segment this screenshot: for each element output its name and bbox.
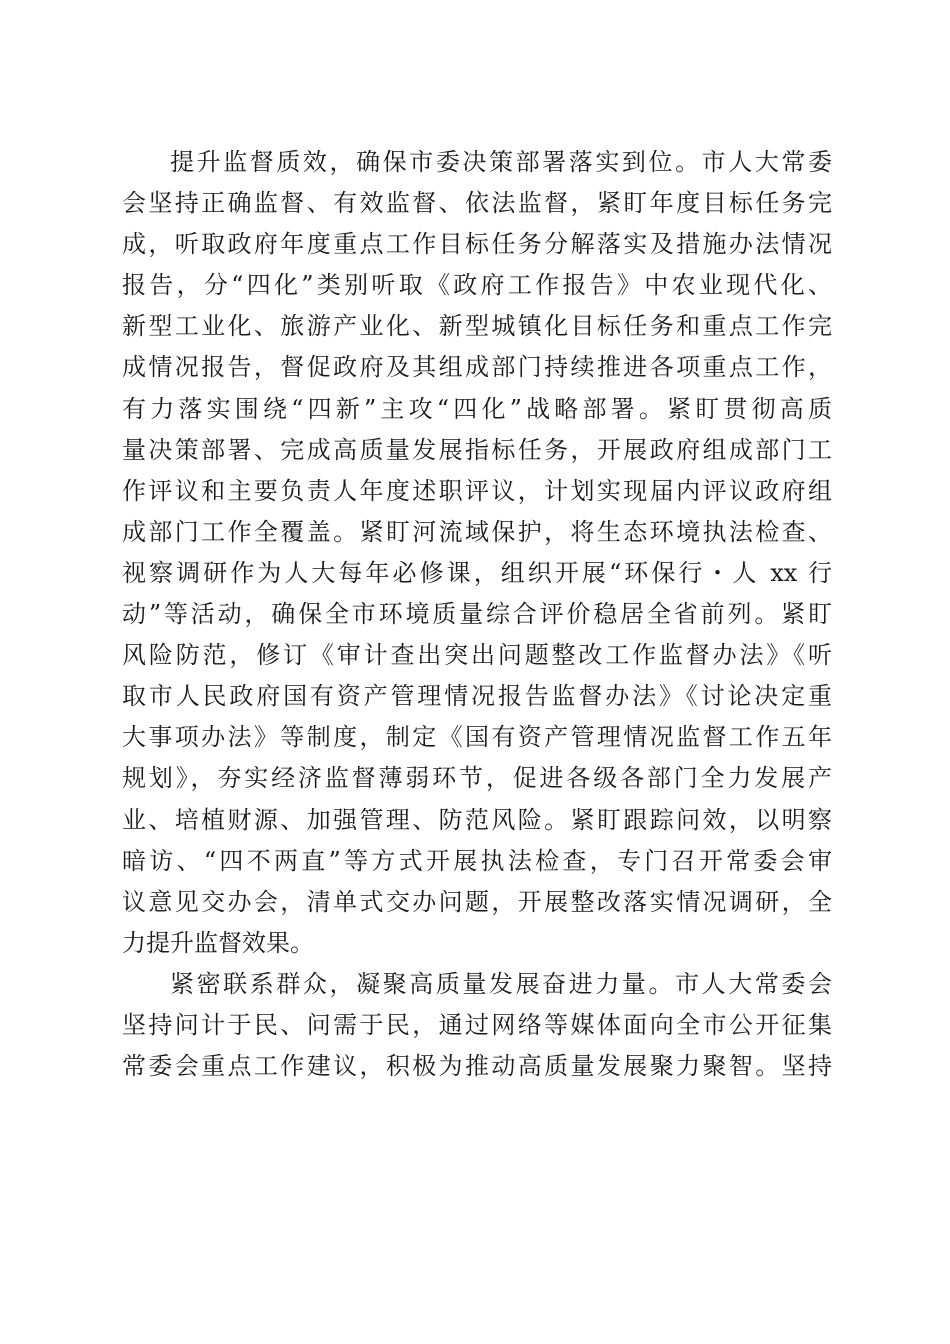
paragraph-public-engagement bbox=[122, 964, 832, 1087]
text-line: 会坚持正确监督、有效监督、依法监督，紧盯年度目标任务完 bbox=[122, 189, 832, 218]
text-line: 新型工业化、旅游产业化、新型城镇化目标任务和重点工作完 bbox=[122, 312, 832, 341]
text-line: 常委会重点工作建议，积极为推动高质量发展聚力聚智。坚持 bbox=[122, 1052, 832, 1081]
paragraph-supervision bbox=[122, 142, 832, 964]
text-line: 规划》，夯实经济监督薄弱环节，促进各级各部门全力发展产 bbox=[122, 764, 832, 793]
text-line: 量决策部署、完成高质量发展指标任务，开展政府组成部门工 bbox=[122, 435, 832, 464]
text-line: 有力落实围绕“四新”主攻“四化”战略部署。紧盯贯彻高质 bbox=[122, 394, 832, 423]
text-line: 成部门工作全覆盖。紧盯河流域保护，将生态环境执法检查、 bbox=[122, 517, 832, 546]
text-line: 风险防范，修订《审计查出突出问题整改工作监督办法》《听 bbox=[122, 641, 832, 670]
text-line: 动”等活动，确保全市环境质量综合评价稳居全省前列。紧盯 bbox=[122, 600, 832, 629]
text-line: 坚持问计于民、问需于民，通过网络等媒体面向全市公开征集 bbox=[122, 1010, 832, 1039]
text-line: 力提升监督效果。 bbox=[122, 928, 314, 957]
text-line: 作评议和主要负责人年度述职评议，计划实现届内评议政府组 bbox=[122, 476, 832, 505]
text-line: 暗访、“四不两直”等方式开展执法检查，专门召开常委会审 bbox=[122, 846, 832, 875]
text-line: 议意见交办会，清单式交办问题，开展整改落实情况调研，全 bbox=[122, 887, 832, 916]
text-line: 取市人民政府国有资产管理情况报告监督办法》《讨论决定重 bbox=[122, 682, 832, 711]
text-line: 业、培植财源、加强管理、防范风险。紧盯跟踪问效，以明察 bbox=[122, 805, 832, 834]
document-body bbox=[122, 142, 832, 1087]
text-line: 视察调研作为人大每年必修课，组织开展“环保行・人 xx 行 bbox=[122, 558, 832, 587]
text-line: 成情况报告，督促政府及其组成部门持续推进各项重点工作， bbox=[122, 353, 832, 382]
text-line: 紧密联系群众，凝聚高质量发展奋进力量。市人大常委会 bbox=[170, 969, 832, 998]
text-line: 提升监督质效，确保市委决策部署落实到位。市人大常委 bbox=[170, 148, 832, 176]
text-line: 报告，分“四化”类别听取《政府工作报告》中农业现代化、 bbox=[122, 271, 832, 300]
text-line: 成，听取政府年度重点工作目标任务分解落实及措施办法情况 bbox=[122, 230, 832, 259]
text-line: 大事项办法》等制度，制定《国有资产管理情况监督工作五年 bbox=[122, 723, 832, 752]
